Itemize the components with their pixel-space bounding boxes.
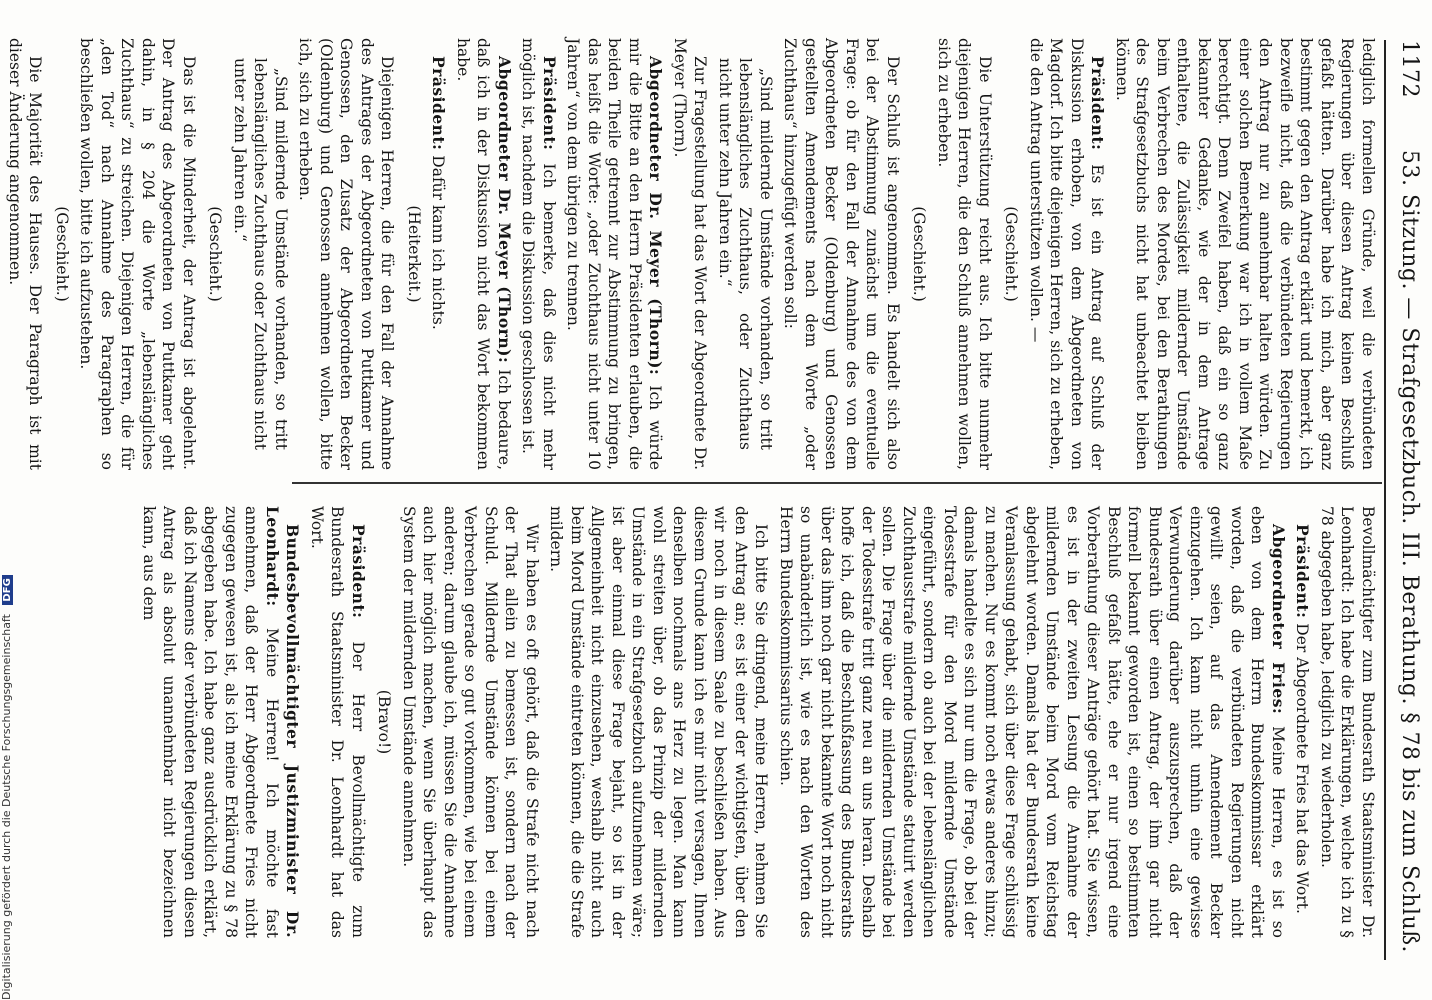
stage-note — [909, 38, 930, 470]
speech-text: Meine Herren! Ich möchte fast annehmen, daß der Herr Abgeordnete Fries nicht zugegen gewesen ist, als ich meine Erklärung zu § 78 abgegeben habe. Ich habe ganz ausdrücklich erklärt, daß ich Namens der verbündeten Regierungen diesen Antrag als absolut unannehmbar nicht bezeichnen kann, aus dem — [140, 506, 281, 938]
speaker-name: Abgeordneter Dr. Meyer (Thorn): — [646, 56, 666, 376]
page-number: 1172 — [1397, 40, 1422, 98]
speaker-name: Präsident: — [540, 56, 559, 151]
speech-paragraph — [776, 506, 1289, 938]
speech-paragraph — [453, 38, 515, 470]
text-paragraph — [76, 38, 199, 470]
header-rule — [1384, 40, 1386, 960]
dfg-footer — [0, 0, 16, 1000]
quoted-amendment — [715, 38, 777, 470]
running-title: 53. Sitzung. — Strafgesetzbuch. III. Berathung. § 78 bis zum Schluß. — [1397, 150, 1422, 953]
speech-paragraph — [518, 38, 559, 470]
speech-text: Der Herr Bevollmächtigte zum Bundesrath Staatsminister Dr. Leonhardt hat das Wort. — [308, 506, 367, 938]
speech-paragraph — [1292, 506, 1313, 938]
speaker-name: Präsident: — [349, 524, 368, 619]
text-paragraph — [780, 38, 903, 470]
speech-paragraph — [1026, 38, 1108, 470]
paragraph-text: Zur Fragestellung hat das Wort der Abgeordnete Dr. Meyer (Thorn). — [671, 38, 710, 470]
speaker-name: Abgeordneter Fries: — [1269, 524, 1288, 715]
speaker-name: Präsident: — [1088, 56, 1108, 151]
speech-paragraph — [139, 506, 303, 938]
speech-paragraph — [428, 38, 449, 470]
page-header — [1386, 40, 1426, 960]
speech-text: Dafür kann ich nichts. — [429, 155, 448, 330]
speech-text: Der Abgeordnete Fries hat das Wort. — [1293, 623, 1312, 914]
note-text: (Geschieht.) — [1002, 206, 1021, 302]
quote-text: „Sind mildernde Umstände vorhanden, so tritt lebenslängliches Zuchthaus, oder Zuchthaus nicht unter zehn Jahren ein.“ — [716, 58, 775, 450]
speech-text: Ich bedaure, daß ich in der Diskussion nicht das Wort bekommen habe. — [454, 38, 513, 471]
stage-note — [205, 38, 226, 470]
note-text: (Geschieht.) — [206, 206, 225, 302]
speech-paragraph — [307, 506, 369, 938]
speaker-name: Präsident: — [429, 56, 449, 151]
paragraph-text: Wir haben es oft gehört, daß die Strafe nicht nach der That allein zu bemessen ist, sondern nach der Schuld. Mildernde Umstände können bei einem Verbrechen gerade so gut vorkommen, wie bei einem anderen; darum glaube ich, müssen Sie die Annahme auch hier möglich machen, wenn Sie überhaupt das System der mildernden Umstände annehmen. — [400, 506, 541, 938]
paragraph-text: lediglich formellen Gründe, weil die verbündeten Regierungen über diesen Antrag keinen Beschluß gefaßt hätten. Darüber habe ich mich, aber ganz bestimmt gegen den Antrag erklärt und bemerkt, ich bezweifle nicht, daß die verbündeten Regierungen den Antrag nur zu annehmbar halten würden. Zu einer solchen Bemerkung war ich in vollem Maße berechtigt. Denn Zweifel haben, daß ein so ganz bekannter Gedanke, wie der in dem Antrage enthaltene, die Zulässigkeit mildernder Umstände beim Verbrechen des Mordes, bei den Berathungen des Strafgesetzbuchs nicht hat unbeachtet bleiben können. — [1113, 38, 1377, 470]
paragraph-text: Die Unterstützung reicht aus. Ich bitte nunmehr diejenigen Herren, die den Schluß annehmen wollen, sich zu erheben. — [935, 38, 994, 470]
text-paragraph — [934, 38, 996, 470]
speech-text: Meine Herren, es ist so eben von dem Herrn Bundeskommissar erklärt worden, daß die verbündeten Regierungen nicht gewillt seien, auf das Amendement Becker einzugehen. Ich kann nicht umhin eine gewisse Verwunderung darüber auszusprechen, daß der Bundesrath über einen Antrag, der ihm gar nicht formell bekannt geworden ist, einen so bestimmten Beschluß gefaßt hätte, ehe er nur irgend eine Vorberathung dieser Anträge gehört hat. Sie wissen, es ist in der zweiten Lesung die Annahme der mildernden Umstände beim Mord vom Reichstag abgelehnt worden. Damals hat der Bundesrath keine Veranlassung gehabt, sich über diese Frage schlüssig zu machen. Nur es kommt noch etwas anderes hinzu; damals handelte es sich nur um die Frage, ob bei der Todesstrafe für den Mord mildernde Umstände eingeführt, sondern ob auch bei der lebenslänglichen Zuchthausstrafe mildernde Umstände statuirt werden sollen. Die Frage über die mildernden Umstände bei der Todesstrafe tritt ganz neu an uns heran. Deshalb hoffe ich, daß die Beschlußfassung des Bundesraths über das ihm noch gar nicht bekannte Wort noch nicht so unabänderlich ist, wie es nach den Worten des Herrn Bundeskommissarius schien. — [777, 506, 1287, 939]
column-divider — [292, 482, 1382, 484]
paragraph-text: Ich bitte Sie dringend, meine Herren, nehmen Sie den Antrag an; es ist einer der wichtigsten, über den wir noch in diesem Saale zu beschließen haben. Aus diesem Grunde kann ich es mir nicht versagen, Ihnen denselben nochmals ans Herz zu legen. Man kann wohl streiten über, ob das Prinzip der mildernden Umstände in ein Strafgesetzbuch aufzunehmen wäre; ist aber einmal diese Frage bejaht, so ist in der Allgemeinheit nicht einzusehen, weshalb nicht auch beim Mord Umstände eintreten können, die die Strafe mildern. — [547, 506, 771, 938]
paragraph-text: Das ist die Minderheit, der Antrag ist abgelehnt. Der Antrag des Abgeordneten von Puttkamer geht dahin, in § 204 die Worte „lebenslängliches Zuchthaus“ zu streichen. Diejenigen Herren, die für „den Tod“ nach Annahme des Paragraphen so beschließen wollen, bitte ich aufzustehen. — [77, 38, 198, 470]
speech-text: Es ist ein Antrag auf Schluß der Diskussion erhoben, von dem Abgeordneten von Magdorf. Ich bitte diejenigen Herren, sich zu erheben, die den Antrag unterstützen wollen. — — [1027, 38, 1107, 470]
speech-paragraph — [563, 38, 666, 470]
stage-note — [374, 506, 395, 938]
paragraph-text: Die Majorität des Hauses. Der Paragraph ist mit dieser Änderung angenommen. — [6, 38, 45, 470]
stage-note — [52, 38, 73, 470]
right-column — [140, 506, 1378, 939]
paragraph-text: Bevollmächtigter zum Bundesrath Staatsminister Dr. Leonhardt: Ich habe die Erklärungen, welche ich zu § 78 abgegeben habe, lediglich zu wiederholen. — [1318, 506, 1377, 938]
speaker-name: Bundesbevollmächtigter Justizminister Dr. Leonhardt: — [263, 506, 303, 938]
paragraph-text: Der Schluß ist angenommen. Es handelt sich also bei der Abstimmung zunächst um die eventuelle Frage: ob für den Fall der Annahme des von dem Abgeordneten Becker (Oldenburg) und Genossen gestellten Amendements nach dem Worte „oder Zuchthaus“ hinzugefügt werden soll: — [781, 38, 902, 470]
speech-text: Ich würde mir die Bitte an den Herrn Präsidenten erlauben, die beiden Theile getrennt zur Abstimmung zu bringen, das heißt die Worte: „oder Zuchthaus nicht unter 10 Jahren“ von dem übrigen zu trennen. — [564, 38, 665, 471]
text-paragraph — [1317, 506, 1379, 938]
quote-text: „Sind mildernde Umstände vorhanden, so tritt lebenslängliches Zuchthaus oder Zuchthaus nicht unter zehn Jahren ein.“ — [231, 58, 290, 450]
note-text: (Geschieht.) — [53, 206, 71, 302]
paragraph-text: Diejenigen Herren, die für den Fall der Annahme des Antrages der Abgeordneten von Puttkamer und Genossen, den Zusatz der Abgeordneten Becker (Oldenburg) und Genossen annehmen wollen, bitte ich, sich zu erheben. — [296, 38, 397, 470]
text-paragraph — [546, 506, 772, 938]
text-paragraph — [1112, 38, 1379, 470]
stage-note — [404, 38, 425, 470]
text-paragraph — [670, 38, 711, 470]
note-text: (Bravo!) — [375, 689, 394, 755]
speaker-name: Abgeordneter Dr. Meyer (Thorn): — [495, 56, 514, 364]
dfg-notice: Digitalisierung gefördert durch die Deutsche Forschungsgemeinschaft — [0, 614, 13, 1000]
left-column — [6, 38, 1378, 471]
dfg-logo: DFG — [2, 575, 13, 604]
note-text: (Geschieht.) — [910, 206, 929, 302]
speaker-name: Präsident: — [1293, 524, 1313, 619]
speech-text: Ich bemerke, daß dies nicht mehr möglich ist, nachdem die Diskussion geschlossen ist. — [519, 38, 558, 470]
text-paragraph — [295, 38, 398, 470]
quoted-amendment — [230, 38, 292, 470]
note-text: (Heiterkeit.) — [405, 205, 423, 303]
text-paragraph — [399, 506, 543, 938]
stage-note — [1001, 38, 1022, 470]
